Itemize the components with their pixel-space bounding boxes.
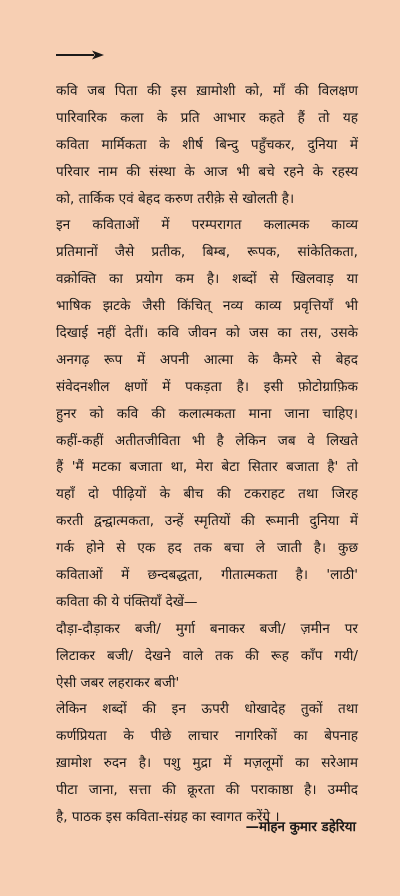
text-line: कविता की ये पंक्तियाँ देखें— <box>56 593 198 610</box>
text-line: गर्क होने से एक हद तक बचा ले जाती है। कुछ <box>56 540 358 557</box>
text-line: वक्रोक्ति का प्रयोग कम है। शब्दों से खिलवाड़ या <box>56 271 358 288</box>
text-line: प्रतिमानों जैसे प्रतीक, बिम्ब, रूपक, सांकेतिकता, <box>56 244 358 261</box>
quote-block <box>56 616 358 697</box>
text-line: पीटा जाना, सत्ता की क्रूरता की पराकाष्ठा है। उम्मीद <box>56 782 358 799</box>
text-line: कर्णप्रियता के पीछे लाचार नागरिकों का बेपनाह <box>56 728 358 745</box>
text-line: कविता मार्मिकता के शीर्ष बिन्दु पहुँचकर, दुनिया में <box>56 136 358 153</box>
text-line: कवि जब पिता की इस ख़ामोशी को, माँ की विलक्षण <box>56 83 358 99</box>
paragraph-1 <box>56 78 358 212</box>
text-line: है, पाठक इस कविता-संग्रह का स्वागत करेंगे । <box>56 809 280 826</box>
text-line: इन कविताओं में परम्परागत कलात्मक काव्य <box>56 217 358 234</box>
body-text <box>56 78 358 831</box>
text-line: संवेदनशील क्षणों में पकड़ता है। इसी फ़ोटोग्राफ़िक <box>56 378 358 395</box>
text-line: भाषिक झटके जैसी किंचित् नव्य काव्य प्रवृत्तियाँ भी <box>56 298 358 315</box>
text-line: हैं 'मैं मटका बजाता था, मेरा बेटा सितार बजाता है' तो <box>56 459 358 476</box>
right-arrow-icon <box>56 49 104 61</box>
text-line: को, तार्किक एवं बेहद करुण तरीक़े से खोलती है। <box>56 190 295 207</box>
text-line: हुनर को कवि की कलात्मकता माना जाना चाहिए। <box>56 405 358 422</box>
text-line: पारिवारिक कला के प्रति आभार कहते हैं तो यह <box>56 109 358 126</box>
author-signature: —मोहन कुमार डहेरिया <box>245 820 356 835</box>
paragraph-3 <box>56 696 358 830</box>
text-line: यहाँ दो पीढ़ियों के बीच की टकराहट तथा जिरह <box>56 486 358 503</box>
text-line: अनगढ़ रूप में अपनी आत्मा के कैमरे से बेहद <box>56 351 358 368</box>
text-line: करती द्वन्द्वात्मकता, उन्हें स्मृतियों की रूमानी दुनिया में <box>56 513 358 530</box>
text-line: कविताओं में छन्दबद्धता, गीतात्मकता है। 'लाठी' <box>56 567 358 584</box>
text-line: कहीं-कहीं अतीतजीविता भी है लेकिन जब वे लिखते <box>56 432 358 449</box>
text-line: लेकिन शब्दों की इन ऊपरी धोखादेह तुकों तथा <box>56 701 358 718</box>
paragraph-2 <box>56 212 358 615</box>
quote-line: दौड़ा-दौड़ाकर बजी/ मुर्गा बनाकर बजी/ ज़मीन पर <box>56 620 358 637</box>
quote-line: लिटाकर बजी/ देखने वाले तक की रूह काँप गयी/ <box>56 647 358 664</box>
text-line: परिवार नाम की संस्था के आज भी बचे रहने के रहस्य <box>56 163 358 180</box>
text-line: दिखाई नहीं देतीं। कवि जीवन को जस का तस, उसके <box>56 325 358 342</box>
quote-line: ऐसी जबर लहराकर बजी' <box>56 674 180 691</box>
text-line: ख़ामोश रुदन है। पशु मुद्रा में मज़लूमों का सरेआम <box>56 755 358 772</box>
